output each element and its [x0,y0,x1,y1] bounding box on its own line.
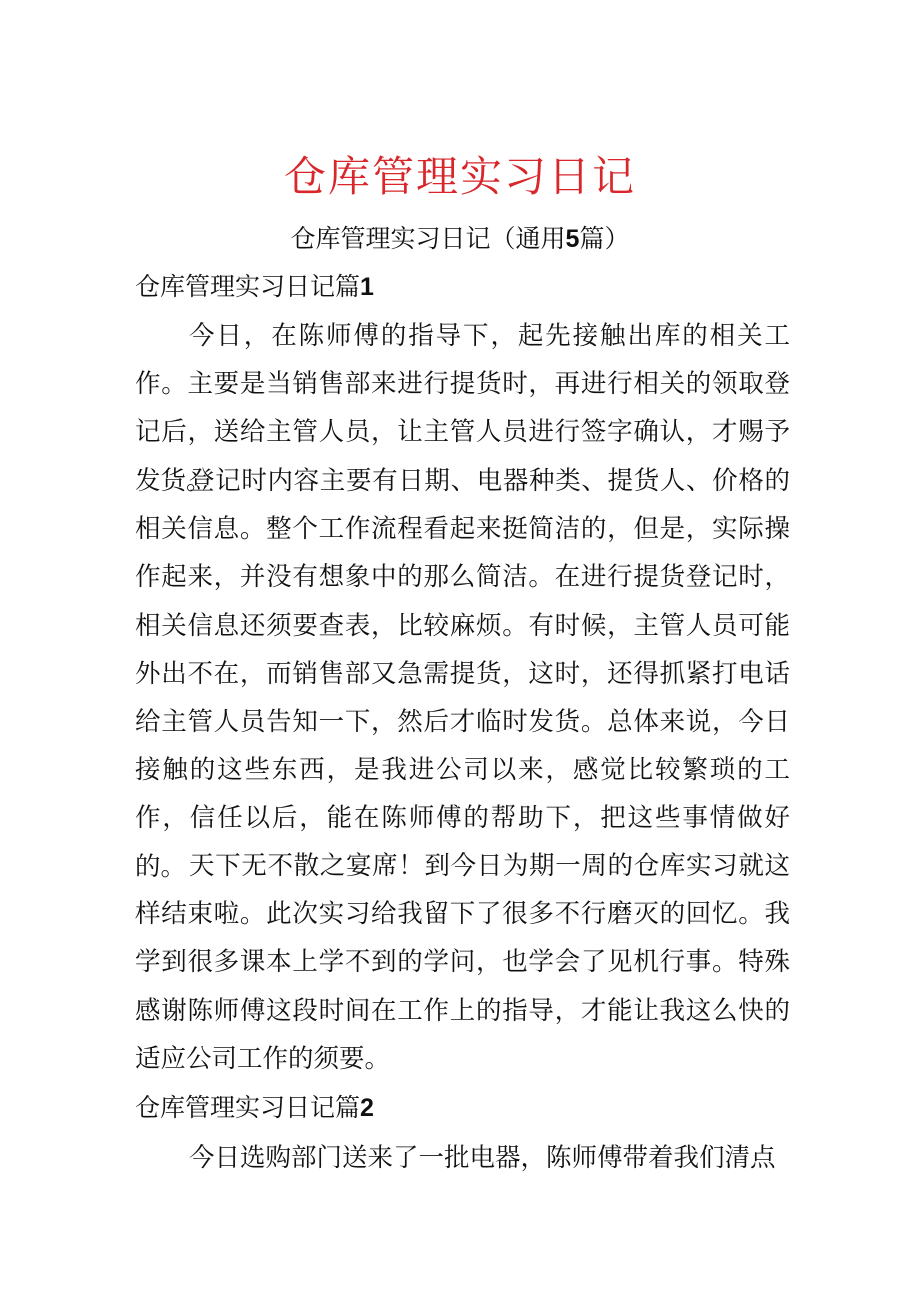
document-title: 仓库管理实习日记 [283,152,636,201]
subtitle-end: 篇） [579,224,630,253]
document-subtitle [0,219,920,259]
paragraph-3: 天下无不散之宴席！到今日为期一周的仓库实习就这样结束啦。此次实习给我留下了很多不行磨灭的回忆。我学到很多课本上学不到的学问，也学会了见机行事。特殊感谢陈师傅这段时间在工作上的指导，才能让我这么快的适应公司工作的须要。 [135,851,790,1074]
section-heading-number: 1 [360,273,374,301]
paragraph-2: 登记时内容主要有日期、电器种类、提货人、价格的相关信息。整个工作流程看起来挺简洁的，但是，实际操作起来，并没有想象中的那么简洁。在进行提货登记时，相关信息还须要查表，比较麻烦。有时候，主管人员可能外出不在，而销售部又急需提货，这时，还得抓紧打电话给主管人员告知一下，然后才临时发货。总体来说，今日接触的这些东西，是我进公司以来，感觉比较繁琐的工作，信任以后，能在陈师傅的帮助下，把这些事情做好的。 [135,466,790,882]
subtitle-text: 仓库管理实习日记（通用 [290,224,566,253]
paragraph-1: 今日，在陈师傅的指导下，起先接触出库的相关工作。主要是当销售部来进行提货时，再进行相关的领取登记后，送给主管人员，让主管人员进行签字确认，才赐予发货。 [135,321,790,496]
section-heading-1 [135,267,374,307]
section-heading-2 [135,1088,374,1128]
section-heading-text: 仓库管理实习日记篇 [135,272,361,301]
section-heading-text: 仓库管理实习日记篇 [135,1093,361,1122]
paragraph-4: 今日选购部门送来了一批电器，陈师傅带着我们清点 [189,1143,776,1173]
subtitle-number: 5 [565,225,580,253]
section-heading-number: 2 [360,1094,374,1122]
